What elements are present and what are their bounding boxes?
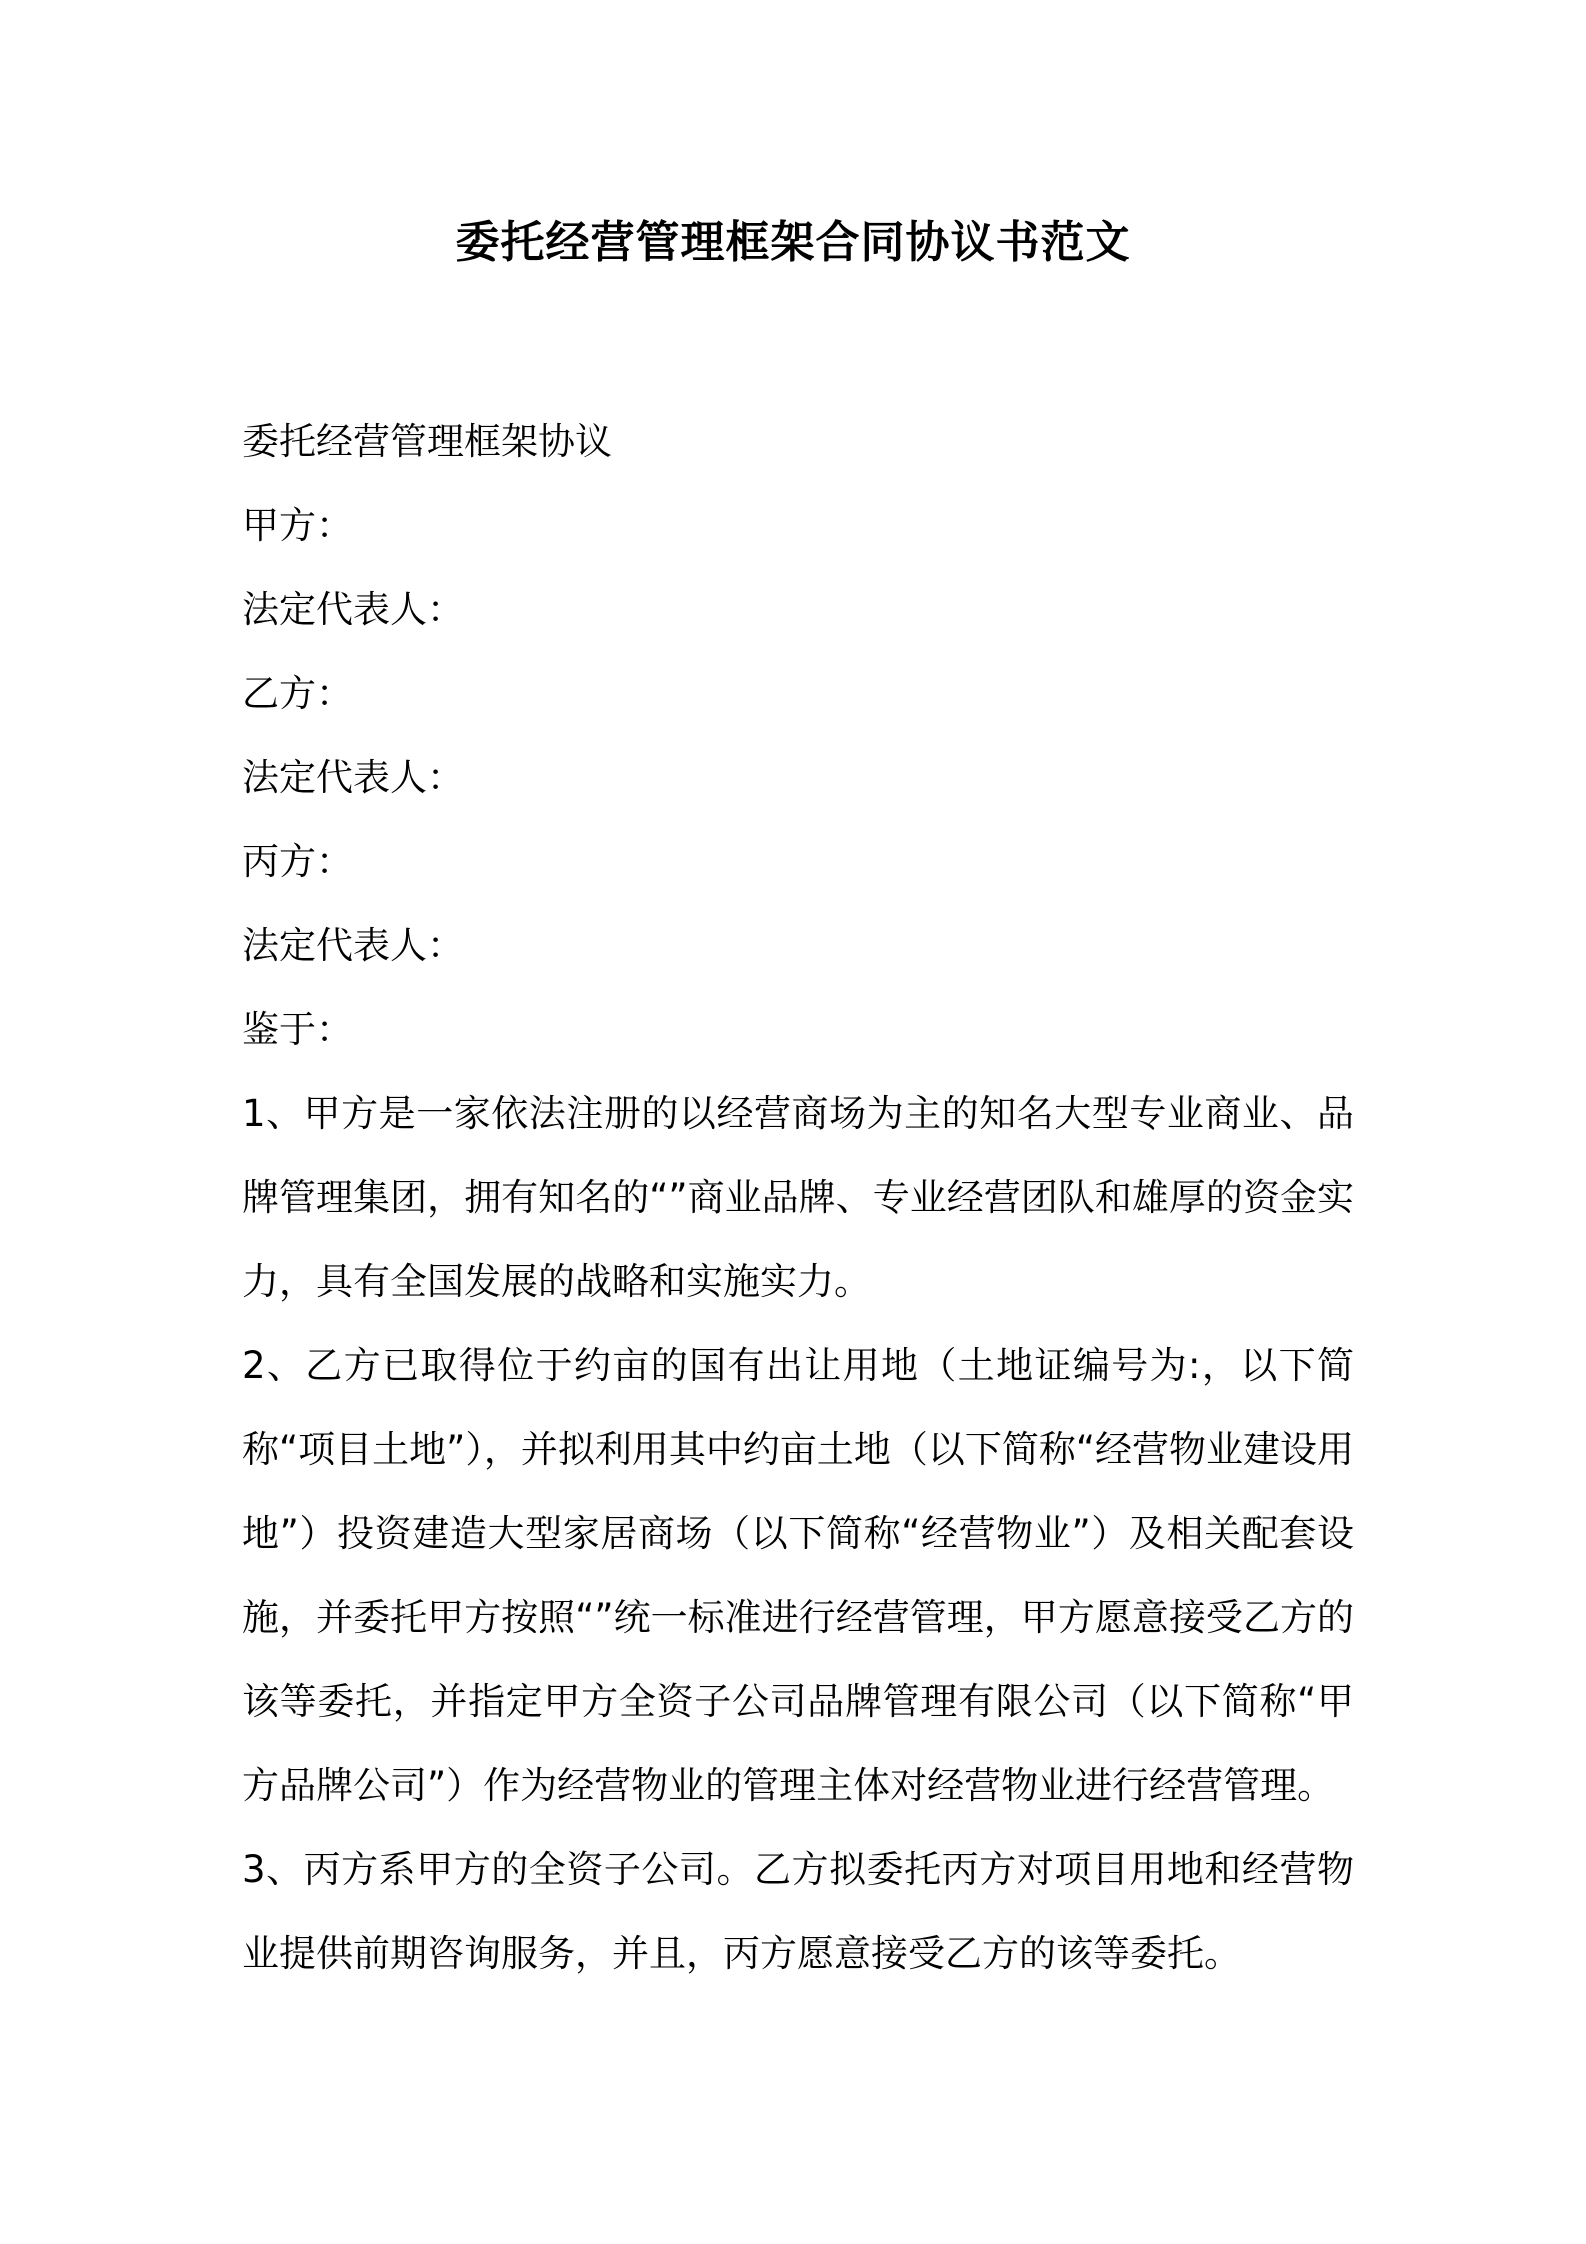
- party-c-representative-label: 法定代表人：: [242, 924, 464, 967]
- document-title: 委托经营管理框架合同协议书范文: [455, 217, 1131, 268]
- clause-3: 3、丙方系甲方的全资子公司。乙方拟委托丙方对项目用地和经营物业提供前期咨询服务，并且，丙方愿意接受乙方的该等委托。: [242, 1848, 1354, 1975]
- party-a-label: 甲方：: [242, 504, 353, 547]
- party-b-label: 乙方：: [242, 672, 353, 715]
- whereas-heading: 鉴于：: [242, 1008, 353, 1051]
- clause-1: 1、甲方是一家依法注册的以经营商场为主的知名大型专业商业、品牌管理集团，拥有知名的“”商业品牌、专业经营团队和雄厚的资金实力，具有全国发展的战略和实施实力。: [242, 1092, 1354, 1303]
- document-body: [242, 400, 1354, 1996]
- agreement-subtitle: 委托经营管理框架协议: [242, 420, 612, 463]
- party-b-representative-label: 法定代表人：: [242, 756, 464, 799]
- party-c-label: 丙方：: [242, 840, 353, 883]
- clause-2: 2、乙方已取得位于约亩的国有出让用地（土地证编号为:，以下简称“项目土地”），并拟利用其中约亩土地（以下简称“经营物业建设用地”）投资建造大型家居商场（以下简称“经营物业”）及相关配套设施，并委托甲方按照“”统一标准进行经营管理，甲方愿意接受乙方的该等委托，并指定甲方全资子公司品牌管理有限公司（以下简称“甲方品牌公司”）作为经营物业的管理主体对经营物业进行经营管理。: [242, 1344, 1355, 1807]
- party-a-representative-label: 法定代表人：: [242, 588, 464, 631]
